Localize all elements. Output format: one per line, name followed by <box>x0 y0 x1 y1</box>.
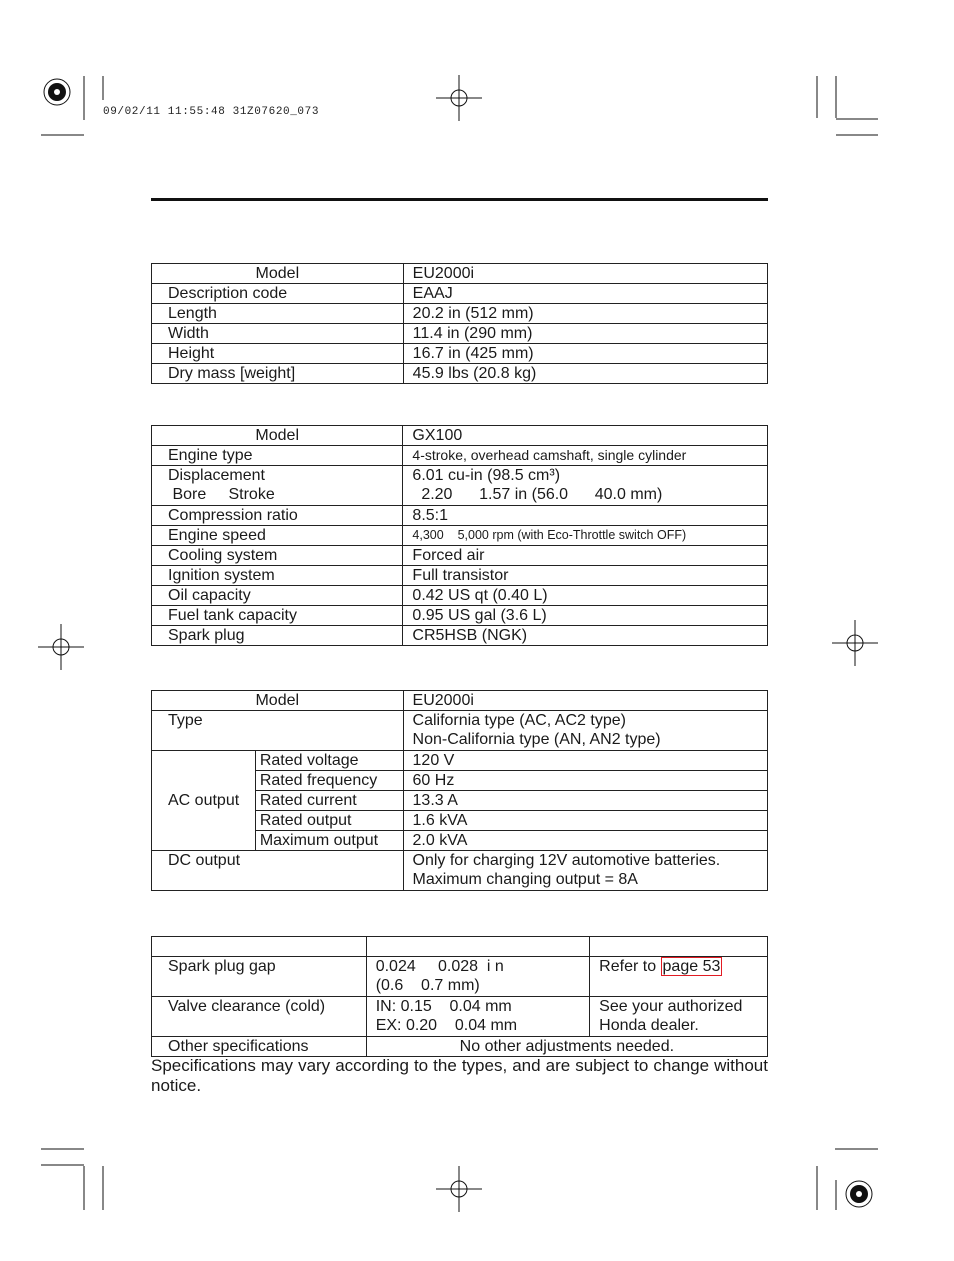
table-cell: Ignition system <box>152 566 403 586</box>
table-cell: Cooling system <box>152 546 403 566</box>
table-row <box>152 446 768 466</box>
table-row <box>152 566 768 586</box>
table-row <box>152 751 768 771</box>
table-cell <box>403 711 767 751</box>
table-cell: Engine speed <box>152 526 403 546</box>
displacement-label: Displacement <box>168 467 265 484</box>
table-cell: EU2000i <box>403 264 767 284</box>
table-cell: Maximum output <box>255 831 403 851</box>
valve-note-line-2: Honda dealer. <box>599 1017 699 1034</box>
table-cell: 20.2 in (512 mm) <box>403 304 767 324</box>
table-cell <box>590 997 768 1037</box>
table-cell <box>366 937 589 957</box>
table-row <box>152 937 768 957</box>
print-timestamp-code: 09/02/11 11:55:48 31Z07620_073 <box>103 106 320 118</box>
table-cell: 1.6 kVA <box>403 811 767 831</box>
table-row <box>152 364 768 384</box>
dc-output-line-2: Maximum changing output = 8A <box>412 871 638 888</box>
table-cell: Rated frequency <box>255 771 403 791</box>
crosshair-mark-top <box>436 75 482 121</box>
table-cell: 8.5:1 <box>403 506 768 526</box>
table-cell: Spark plug <box>152 626 403 646</box>
table-cell: 45.9 lbs (20.8 kg) <box>403 364 767 384</box>
table-cell: 0.95 US gal (3.6 L) <box>403 606 768 626</box>
type-non-california: Non-California type (AN, AN2 type) <box>412 731 661 748</box>
gap-value-inch: 0.024 0.028 i n <box>375 958 504 975</box>
crop-mark-bottom-left <box>38 1140 118 1215</box>
dimensions-table <box>151 263 768 384</box>
ac-output-label: AC output <box>152 751 256 851</box>
page-53-link[interactable]: page 53 <box>662 958 721 975</box>
table-cell: EAAJ <box>403 284 767 304</box>
table-cell <box>403 851 767 891</box>
registration-mark-bottom-right <box>810 1140 890 1220</box>
registration-mark-top-left <box>0 0 120 140</box>
dc-output-line-1: Only for charging 12V automotive batteries. <box>412 852 721 869</box>
tuneup-table <box>151 936 768 1057</box>
table-cell: 16.7 in (425 mm) <box>403 344 767 364</box>
table-cell: Description code <box>152 284 404 304</box>
table-cell: 60 Hz <box>403 771 767 791</box>
table-cell: EU2000i <box>403 691 767 711</box>
table-cell: Full transistor <box>403 566 768 586</box>
table-cell: GX100 <box>403 426 768 446</box>
table-cell: Rated output <box>255 811 403 831</box>
table-cell: Rated current <box>255 791 403 811</box>
gap-value-mm: (0.6 0.7 mm) <box>375 977 480 994</box>
table-cell: Valve clearance (cold) <box>152 997 367 1037</box>
table-cell: Length <box>152 304 404 324</box>
engine-table <box>151 425 768 646</box>
crosshair-mark-left <box>38 624 84 670</box>
table-row <box>152 426 768 446</box>
table-cell: 4,300 5,000 rpm (with Eco-Throttle switch OFF) <box>403 526 768 546</box>
table-cell: Height <box>152 344 404 364</box>
specifications-note: Specifications may vary according to the types, and are subject to change without notice. <box>151 1056 768 1095</box>
table-row <box>152 691 768 711</box>
table-cell: Dry mass [weight] <box>152 364 404 384</box>
crosshair-mark-right <box>832 620 878 666</box>
crop-mark-top-right <box>810 70 890 140</box>
crosshair-mark-bottom <box>436 1166 482 1212</box>
table-cell: Engine type <box>152 446 403 466</box>
table-row <box>152 711 768 751</box>
table-cell: No other adjustments needed. <box>366 1037 767 1057</box>
table-cell: Forced air <box>403 546 768 566</box>
table-cell: Model <box>152 691 404 711</box>
table-row <box>152 606 768 626</box>
table-row <box>152 304 768 324</box>
table-cell <box>590 937 768 957</box>
table-cell: Width <box>152 324 404 344</box>
table-cell: 4-stroke, overhead camshaft, single cylinder <box>403 446 768 466</box>
table-cell: 11.4 in (290 mm) <box>403 324 767 344</box>
table-cell: Spark plug gap <box>152 957 367 997</box>
table-cell: DC output <box>152 851 404 891</box>
table-cell: Compression ratio <box>152 506 403 526</box>
type-california: California type (AC, AC2 type) <box>412 712 626 729</box>
table-row <box>152 957 768 997</box>
table-cell: Type <box>152 711 404 751</box>
table-cell: Model <box>152 426 403 446</box>
table-row <box>152 284 768 304</box>
valve-note-line-1: See your authorized <box>599 998 743 1015</box>
table-row <box>152 997 768 1037</box>
table-cell: 2.0 kVA <box>403 831 767 851</box>
table-row <box>152 264 768 284</box>
table-row <box>152 626 768 646</box>
table-row <box>152 526 768 546</box>
table-cell: 0.42 US qt (0.40 L) <box>403 586 768 606</box>
table-cell: Oil capacity <box>152 586 403 606</box>
table-cell: Other specifications <box>152 1037 367 1057</box>
table-row <box>152 344 768 364</box>
table-cell: Model <box>152 264 404 284</box>
table-cell <box>366 997 589 1037</box>
valve-ex-value: EX: 0.20 0.04 mm <box>375 1017 518 1034</box>
section-title-rule <box>151 198 768 201</box>
displacement-value: 6.01 cu-in (98.5 cm³) <box>412 467 561 484</box>
table-row <box>152 506 768 526</box>
table-row <box>152 466 768 506</box>
bore-stroke-label: Bore Stroke <box>168 486 275 503</box>
table-row <box>152 546 768 566</box>
table-row <box>152 324 768 344</box>
table-cell <box>403 466 768 506</box>
bore-stroke-value: 2.20 1.57 in (56.0 40.0 mm) <box>412 486 663 503</box>
table-cell <box>152 937 367 957</box>
table-cell: 120 V <box>403 751 767 771</box>
table-row <box>152 586 768 606</box>
table-cell <box>152 466 403 506</box>
table-row <box>152 851 768 891</box>
table-cell <box>366 957 589 997</box>
table-cell: CR5HSB (NGK) <box>403 626 768 646</box>
table-cell: Rated voltage <box>255 751 403 771</box>
table-cell: 13.3 A <box>403 791 767 811</box>
generator-table <box>151 690 768 891</box>
valve-in-value: IN: 0.15 0.04 mm <box>375 998 512 1015</box>
table-cell: Fuel tank capacity <box>152 606 403 626</box>
gap-note-prefix: Refer to <box>599 958 661 975</box>
table-cell <box>590 957 768 997</box>
table-row <box>152 1037 768 1057</box>
